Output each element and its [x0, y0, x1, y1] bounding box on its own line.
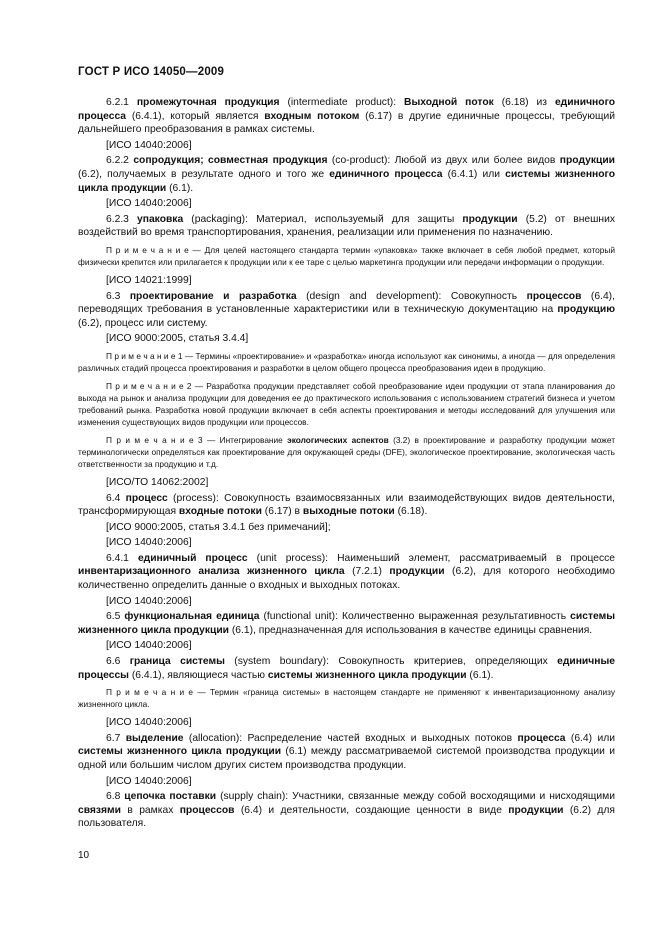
note: П р и м е ч а н и е 1 — Термины «проектирование» и «разработка» иногда используют как синонимы, а иногда — для определения различных стадий процесса проектирования и разработки в целом общего процесса преобразования идеи в продукцию. — [78, 350, 615, 373]
source-reference: [ИСО 14040:2006] — [106, 775, 192, 787]
note: П р и м е ч а н и е — Термин «граница системы» в настоящем стандарте не применяют к инвентаризационному анализу жизненного цикла. — [78, 687, 615, 710]
term-definition: 6.2.3 упаковка (packaging): Материал, используемый для защиты продукции (5.2) от внешних воздействий во время транспортирования, хранения, реализации или применения по назначению. — [78, 213, 616, 239]
term-definition: 6.4.1 единичный процесс (unit process): Наименьший элемент, рассматриваемый в процессе инвентаризационного анализа жизненного цикла (7.2.1) продукции (6.2), для которого необходимо количественно определить данные о входных и выходных потоках. — [78, 552, 615, 592]
term-definition: 6.4 процесс (process): Совокупность взаимосвязанных или взаимодействующих видов деятельности, трансформирующая входные потоки (6.17) в выходные потоки (6.18). — [78, 492, 615, 518]
note: П р и м е ч а н и е — Для целей настоящего стандарта термин «упаковка» также включает в себя любой предмет, который физически крепится или прилагается к продукции или к ее таре с целью маркетинга продукции или передачи информации о продукции. — [78, 244, 615, 267]
term-definition: 6.6 граница системы (system boundary): Совокупность критериев, определяющих единичные процессы (6.4.1), являющиеся частью системы жизненного цикла продукции (6.1). — [78, 656, 615, 681]
term-definition: 6.5 функциональная единица (functional unit): Количественно выраженная результативность системы жизненного цикла продукции (6.1), предназначенная для использования в качестве единицы сравнения. — [78, 611, 615, 636]
term-definition: 6.2.1 промежуточная продукция (intermediate product): Выходной поток (6.18) из единичного процесса (6.4.1), который является входным потоком (6.17) в другие единичные процессы, требующий дальнейшего преобразования в рамках системы. — [78, 97, 616, 136]
source-reference: [ИСО 14040:2006] — [106, 537, 192, 549]
source-reference: [ИСО 14021:1999] — [106, 274, 192, 286]
term-definition: 6.8 цепочка поставки (supply chain): Участники, связанные между собой восходящими и нисходящими связями в рамках процессов (6.4) и деятельности, создающие ценности в виде продукции (6.2) для пользователя. — [78, 791, 615, 830]
source-reference: [ИСО/ТО 14062:2002] — [106, 476, 209, 488]
source-reference: [ИСО 14040:2006] — [106, 717, 192, 729]
page-header: ГОСТ Р ИСО 14050—2009 — [78, 66, 225, 78]
source-reference: [ИСО 14040:2006] — [106, 595, 192, 607]
note: П р и м е ч а н и е 3 — Интегрирование экологических аспектов (3.2) в проектирование и разработку продукции может терминологически определяться как проектирование для окружающей среды (DFE), экологическое проектирование, экологическая часть ответственности за продукцию и т.д. — [78, 434, 615, 469]
source-reference: [ИСО 14040:2006] — [106, 198, 192, 210]
document-body — [78, 96, 615, 831]
source-reference: [ИСО 9000:2005, статья 3.4.4] — [106, 333, 249, 345]
term-definition: 6.3 проектирование и разработка (design and development): Совокупность процессов (6.4), переводящих требования в установленные характеристики или в техническую документацию на продукцию (6.2), процесс или систему. — [78, 290, 615, 329]
source-reference: [ИСО 9000:2005, статья 3.4.1 без примечаний]; — [106, 521, 331, 533]
term-definition: 6.7 выделение (allocation): Распределение частей входных и выходных потоков процесса (6.4) или системы жизненного цикла продукции (6.1) между рассматриваемой системой производства продукции и одной или большим числом других систем производства продукции. — [78, 732, 615, 771]
note: П р и м е ч а н и е 2 — Разработка продукции представляет собой преобразование идеи продукции от этапа планирования до выхода на рынок и анализа продукции для доведения ее до практического использования с использованием стратегий бизнеса и учетом требований рынка. Разработка новой продукции включает в себя аспекты проектирования и методы исследований для улучшения или изменения существующих видов продукции или процессов. — [78, 380, 615, 427]
term-definition: 6.2.2 сопродукция; совместная продукция (co-product): Любой из двух или более видов продукции (6.2), получаемых в результате одного и того же единичного процесса (6.4.1) или системы жизненного цикла продукции (6.1). — [78, 155, 615, 194]
source-reference: [ИСО 14040:2006] — [106, 139, 192, 151]
page-number: 10 — [78, 850, 90, 861]
source-reference: [ИСО 14040:2006] — [106, 640, 192, 652]
